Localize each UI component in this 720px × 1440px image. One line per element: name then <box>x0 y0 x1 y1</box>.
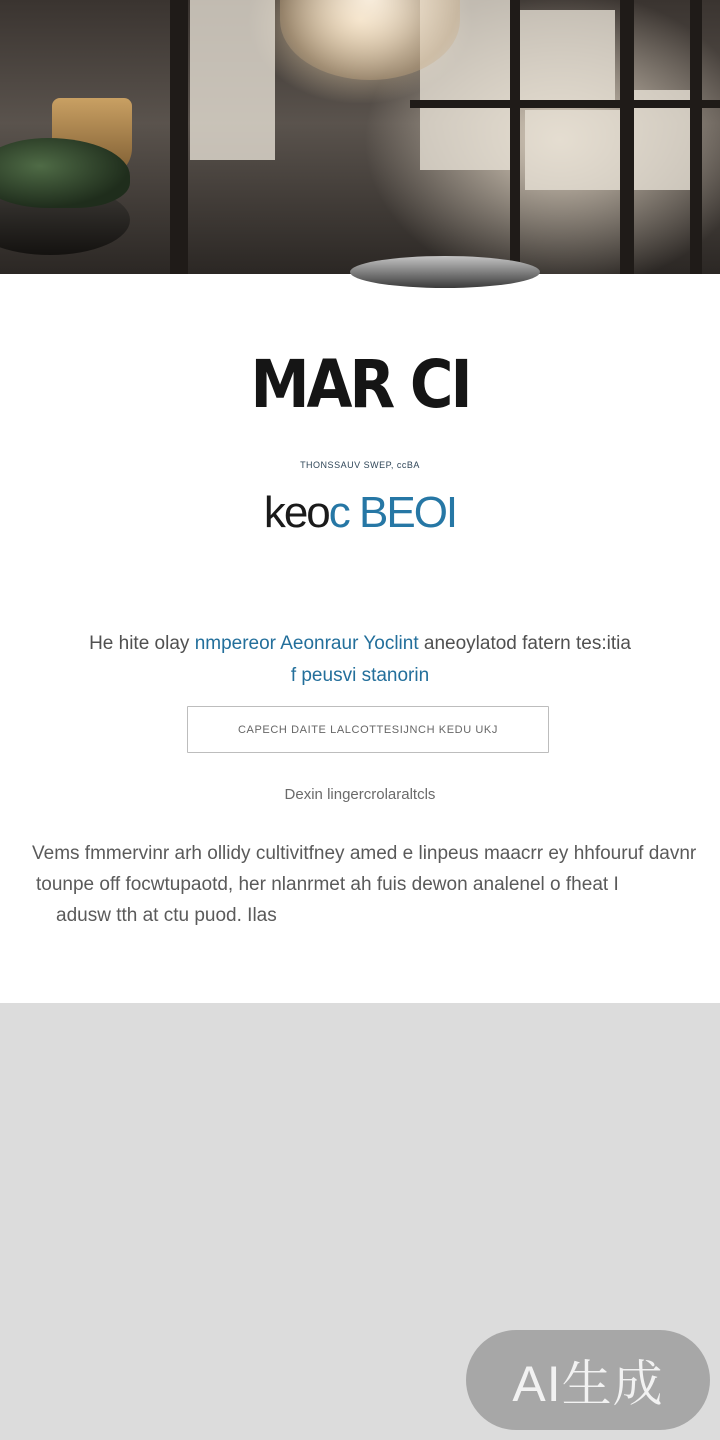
brand-logo: MAR CI <box>250 346 470 423</box>
section-subtitle <box>0 488 720 538</box>
subtitle-part-dark: keo <box>263 488 329 537</box>
window-pane <box>525 110 620 190</box>
window-frame <box>690 0 702 274</box>
hero-image <box>0 0 720 274</box>
intro-accent-link[interactable]: nmpereor Aeonraur Yoclint <box>194 633 419 654</box>
body-paragraph <box>30 838 700 931</box>
window-frame <box>620 0 634 274</box>
intro-paragraph <box>40 628 680 692</box>
content-card <box>0 274 720 1003</box>
ai-generated-badge: AI生成 <box>466 1330 710 1430</box>
window-pane <box>190 0 275 160</box>
body-line: Vems fmmervinr arh ollidy cultivitfney amed e linpeus maacrr ey hhfouruf davnr <box>32 843 697 864</box>
intro-text: He hite olay <box>89 633 195 654</box>
body-line: adusw tth at ctu puod. Ilas <box>56 905 277 926</box>
window-frame <box>510 0 520 274</box>
window-frame <box>170 0 188 274</box>
cta-button[interactable]: CAPECH DAITE LALCOTTESIJNCH KEDU UKJ <box>187 706 549 753</box>
window-pane <box>520 10 615 100</box>
silver-dish <box>350 256 540 288</box>
eyebrow-text: THONSSAUV SWEP, ccBA <box>300 460 420 470</box>
body-line: tounpe off focwtupaotd, her nlanrmet ah fuis dewon analenel o fheat I <box>36 874 619 895</box>
caption-text: Dexin lingercrolaraltcls <box>284 786 436 803</box>
intro-second-line: f peusvi stanorin <box>290 665 430 686</box>
subtitle-part-blue: c BEOI <box>328 488 457 537</box>
intro-text: aneoylatod fatern tes:itia <box>418 633 631 654</box>
window-frame <box>410 100 720 108</box>
